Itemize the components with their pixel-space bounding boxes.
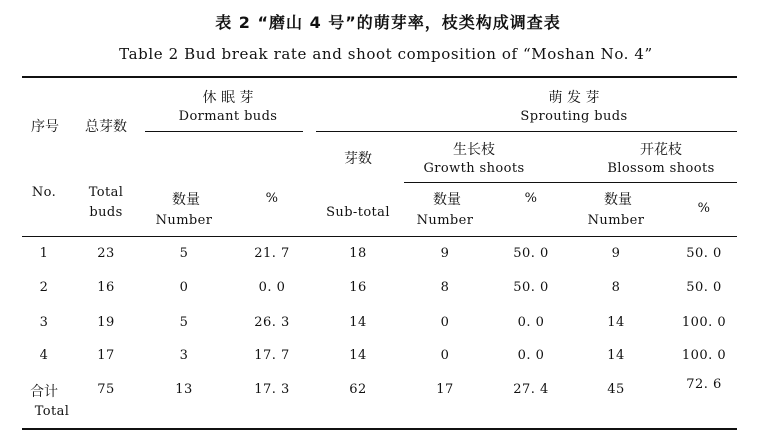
col-header-blossom-number-zh: 数量 bbox=[604, 192, 632, 208]
cell-growth-number: 0 bbox=[440, 348, 450, 363]
header-bottom-rule bbox=[22, 236, 737, 237]
cell-no: 3 bbox=[39, 315, 49, 330]
bottom-rule bbox=[22, 428, 737, 430]
cell-dormant-number: 3 bbox=[179, 348, 189, 363]
cell-growth-number: 9 bbox=[440, 246, 450, 261]
col-header-subtotal-zh: 芽数 bbox=[344, 151, 372, 167]
table-title-chinese: 表 2 “磨山 4 号”的萌芽率，枝类构成调查表 bbox=[215, 13, 561, 32]
cell-dormant-percent: 17. 3 bbox=[254, 382, 290, 397]
cell-blossom-percent: 100. 0 bbox=[681, 348, 727, 363]
cell-no: 4 bbox=[39, 348, 49, 363]
cell-subtotal: 62 bbox=[349, 382, 367, 397]
cell-growth-percent: 27. 4 bbox=[513, 382, 549, 397]
subgroup-header-blossom-zh: 开花枝 bbox=[640, 142, 682, 158]
col-header-seq-zh: 序号 bbox=[31, 119, 59, 135]
group-header-dormant-en: Dormant buds bbox=[178, 109, 278, 124]
group-header-dormant-zh: 休 眠 芽 bbox=[202, 90, 254, 106]
subgroup-header-growth-en: Growth shoots bbox=[423, 161, 525, 176]
cell-dormant-number: 13 bbox=[175, 382, 193, 397]
col-header-blossom-number-en: Number bbox=[587, 213, 645, 228]
col-header-dormant-number-en: Number bbox=[155, 213, 213, 228]
cell-total: 19 bbox=[97, 315, 115, 330]
col-header-growth-number-zh: 数量 bbox=[433, 192, 461, 208]
cell-dormant-percent: 17. 7 bbox=[254, 348, 290, 363]
cell-dormant-percent: 26. 3 bbox=[254, 315, 290, 330]
cell-blossom-number: 45 bbox=[607, 382, 625, 397]
dormant-group-rule bbox=[145, 131, 303, 132]
table-title-english: Table 2 Bud break rate and shoot composition of “Moshan No. 4” bbox=[119, 45, 653, 63]
col-header-growth-number-en: Number bbox=[416, 213, 474, 228]
cell-subtotal: 18 bbox=[349, 246, 367, 261]
cell-total-label-en: Total bbox=[34, 404, 70, 419]
cell-dormant-number: 5 bbox=[179, 315, 189, 330]
col-header-dormant-number-zh: 数量 bbox=[172, 192, 200, 208]
cell-growth-percent: 50. 0 bbox=[513, 246, 549, 261]
col-header-blossom-percent: % bbox=[697, 201, 711, 216]
cell-no: 1 bbox=[39, 246, 49, 261]
cell-dormant-number: 5 bbox=[179, 246, 189, 261]
cell-dormant-percent: 21. 7 bbox=[254, 246, 290, 261]
cell-growth-number: 17 bbox=[436, 382, 454, 397]
col-header-growth-percent: % bbox=[524, 191, 538, 206]
col-header-total-en-1: Total bbox=[88, 185, 124, 200]
sprouting-group-rule bbox=[316, 131, 737, 132]
cell-subtotal: 14 bbox=[349, 315, 367, 330]
cell-growth-number: 0 bbox=[440, 315, 450, 330]
group-header-sprouting-en: Sprouting buds bbox=[520, 109, 628, 124]
cell-blossom-number: 14 bbox=[607, 348, 625, 363]
cell-total: 16 bbox=[97, 280, 115, 295]
subgroup-header-growth-zh: 生长枝 bbox=[453, 142, 495, 158]
cell-total: 23 bbox=[97, 246, 115, 261]
cell-blossom-percent: 100. 0 bbox=[681, 315, 727, 330]
cell-total: 17 bbox=[97, 348, 115, 363]
shoot-subgroup-rule bbox=[404, 182, 737, 183]
col-header-total-en-2: buds bbox=[89, 205, 123, 220]
cell-subtotal: 14 bbox=[349, 348, 367, 363]
cell-growth-percent: 0. 0 bbox=[517, 348, 545, 363]
cell-growth-percent: 50. 0 bbox=[513, 280, 549, 295]
cell-no: 2 bbox=[39, 280, 49, 295]
cell-blossom-percent: 50. 0 bbox=[686, 246, 722, 261]
col-header-seq-en: No. bbox=[31, 185, 57, 200]
cell-dormant-number: 0 bbox=[179, 280, 189, 295]
cell-blossom-percent: 72. 6 bbox=[686, 377, 722, 392]
col-header-subtotal-en: Sub-total bbox=[326, 205, 390, 220]
cell-total-label-zh: 合计 bbox=[30, 384, 58, 400]
top-rule bbox=[22, 76, 737, 78]
cell-growth-number: 8 bbox=[440, 280, 450, 295]
group-header-sprouting-zh: 萌 发 芽 bbox=[548, 90, 600, 106]
cell-subtotal: 16 bbox=[349, 280, 367, 295]
cell-blossom-percent: 50. 0 bbox=[686, 280, 722, 295]
cell-dormant-percent: 0. 0 bbox=[258, 280, 286, 295]
cell-blossom-number: 14 bbox=[607, 315, 625, 330]
col-header-total-zh: 总芽数 bbox=[85, 119, 127, 135]
cell-total: 75 bbox=[97, 382, 115, 397]
cell-blossom-number: 9 bbox=[611, 246, 621, 261]
cell-growth-percent: 0. 0 bbox=[517, 315, 545, 330]
col-header-dormant-percent: % bbox=[265, 191, 279, 206]
subgroup-header-blossom-en: Blossom shoots bbox=[607, 161, 715, 176]
cell-blossom-number: 8 bbox=[611, 280, 621, 295]
